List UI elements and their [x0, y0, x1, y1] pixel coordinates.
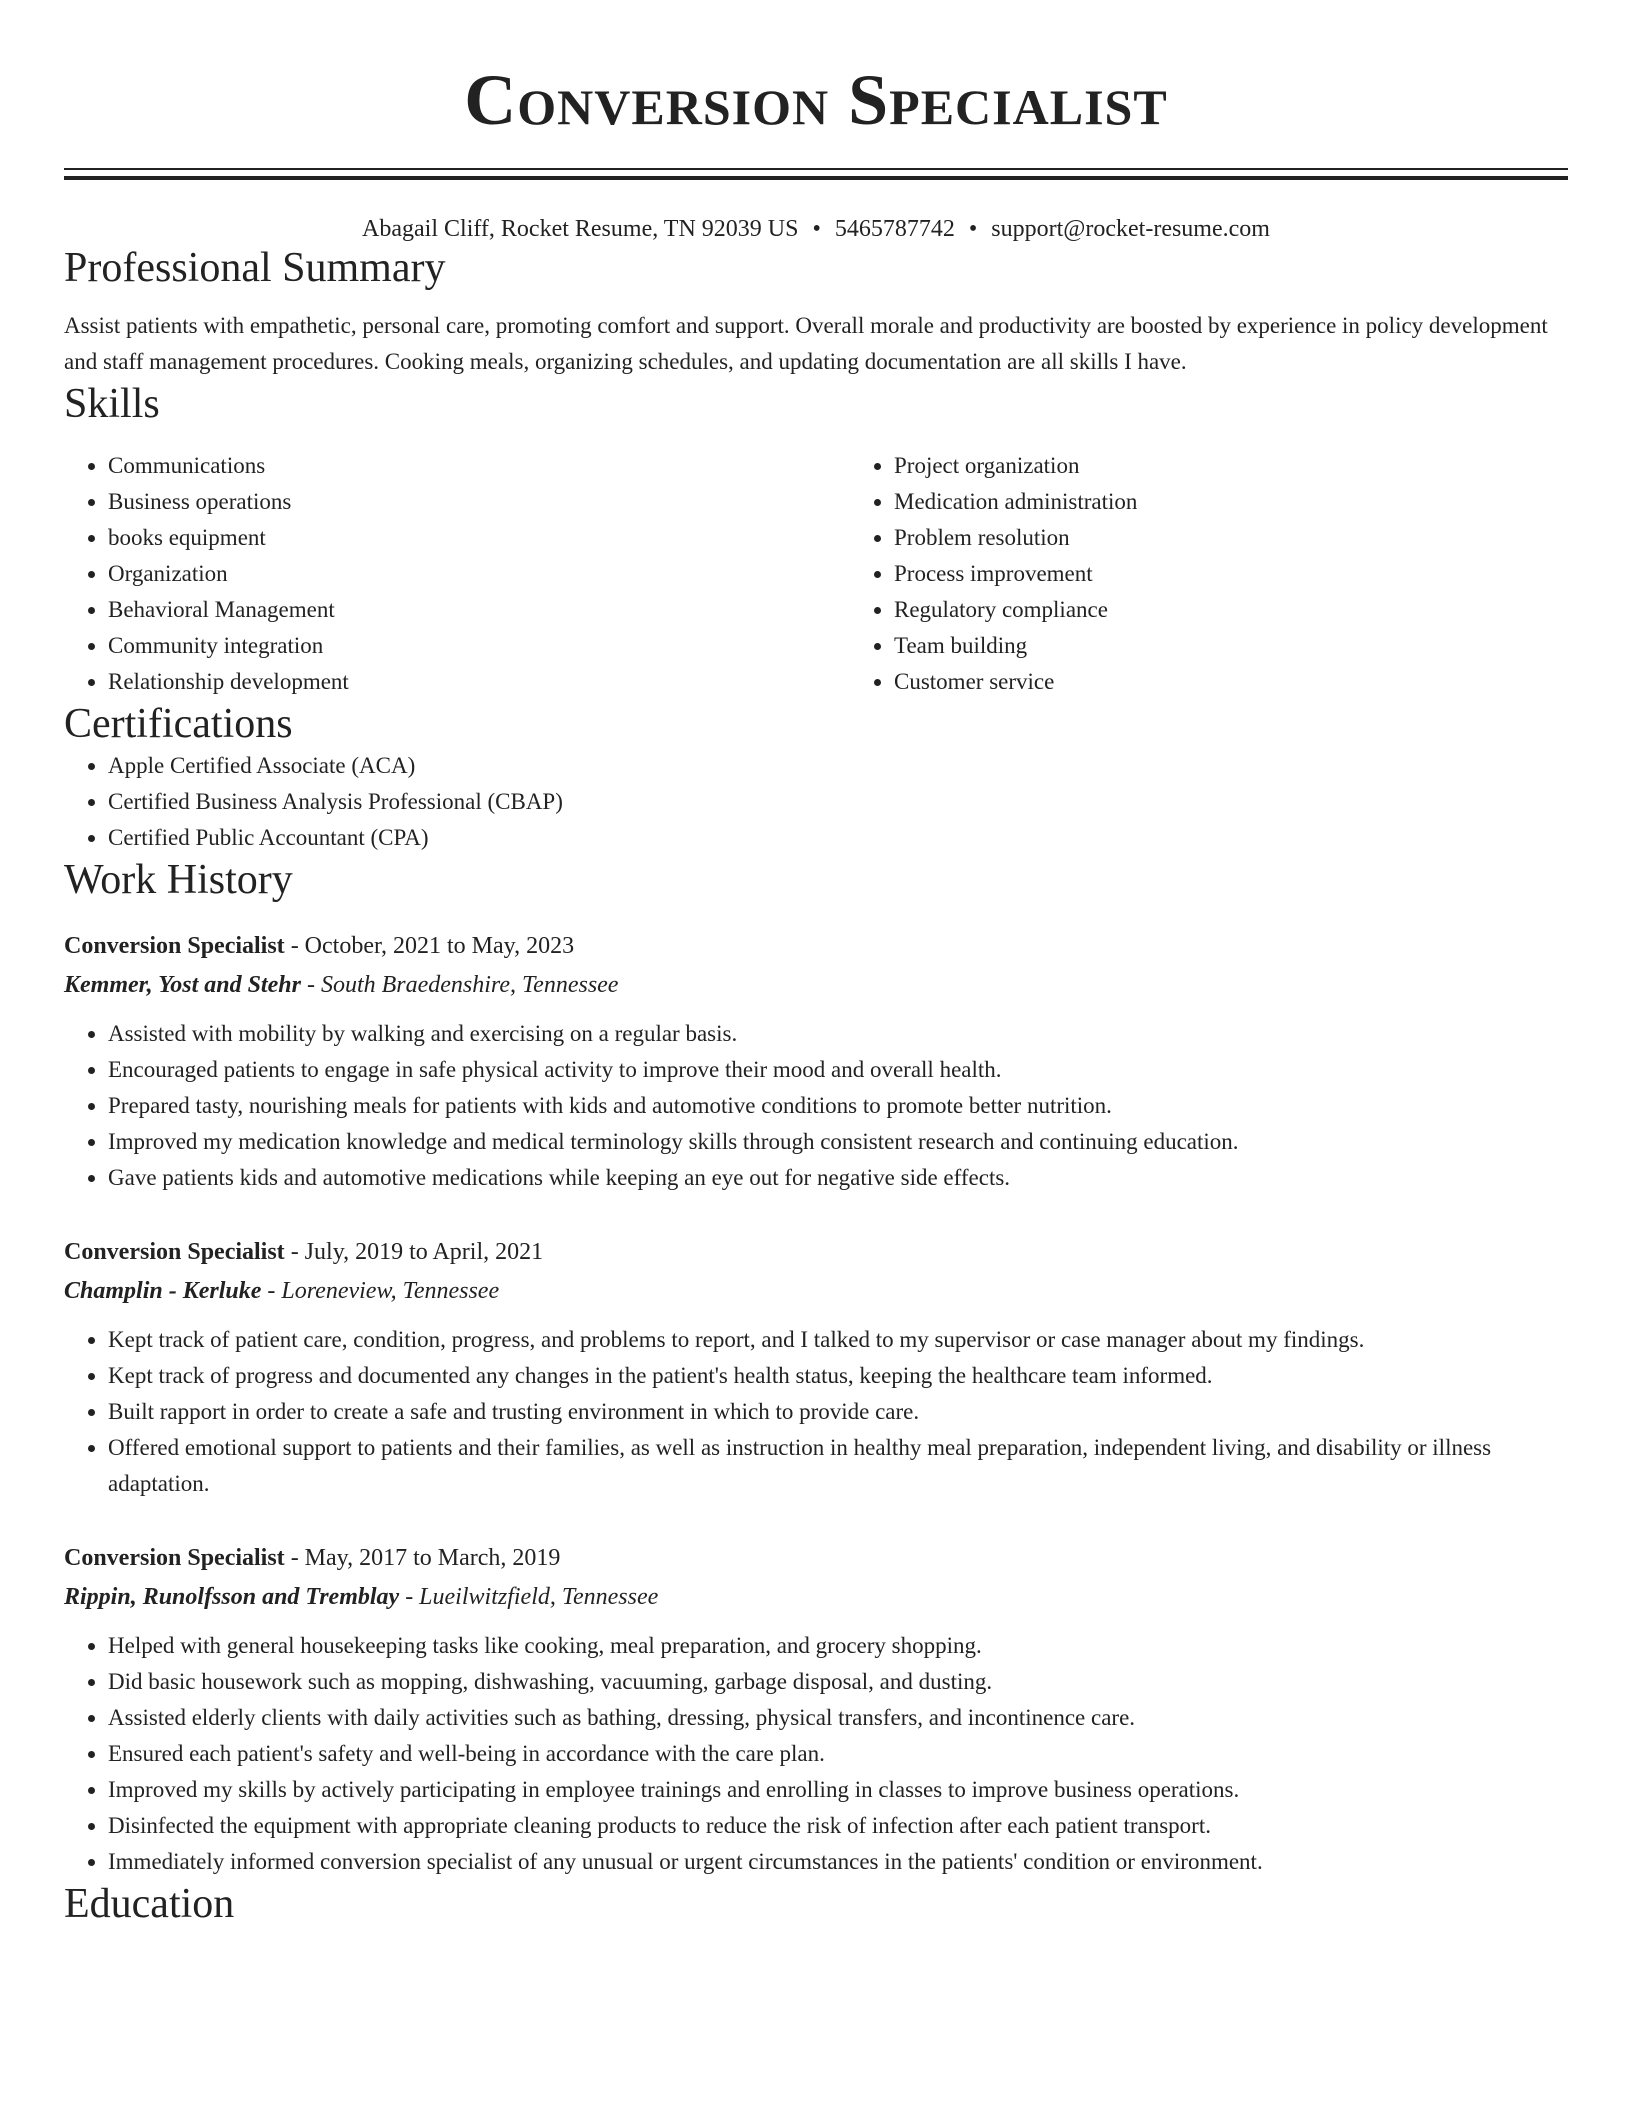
job-bullet: • Ensured each patient's safety and well-being in accordance with the care plan.: [108, 1736, 1568, 1772]
job-company: Rippin, Runolfsson and Tremblay: [64, 1584, 400, 1610]
job-title: Conversion Specialist: [64, 1545, 285, 1571]
job-company-line: [64, 1578, 1568, 1616]
job-entry: [64, 1538, 1568, 1880]
job-bullet: • Gave patients kids and automotive medications while keeping an eye out for negative side effects.: [108, 1160, 1568, 1196]
skill-item: • Team building: [894, 628, 1632, 664]
certification-item: • Apple Certified Associate (ACA): [108, 748, 1568, 784]
job-bullet: • Assisted elderly clients with daily activities such as bathing, dressing, physical transfers, and incontinence care.: [108, 1700, 1568, 1736]
work-history-heading: Work History: [64, 857, 293, 903]
job-bullet: • Offered emotional support to patients and their families, as well as instruction in healthy meal preparation, independent living, and disability or illness adaptation.: [108, 1430, 1568, 1502]
job-location: - South Braedenshire, Tennessee: [300, 972, 619, 998]
job-bullets: [64, 1628, 1568, 1880]
skill-item: • Community integration: [108, 628, 850, 664]
job-bullet: • Did basic housework such as mopping, dishwashing, vacuuming, garbage disposal, and dusting.: [108, 1664, 1568, 1700]
skills-list-right: [850, 448, 1632, 700]
skills-heading: Skills: [64, 381, 160, 427]
skill-item: • Problem resolution: [894, 520, 1632, 556]
skills-list-left: [64, 448, 850, 700]
job-bullet: • Improved my skills by actively participating in employee trainings and enrolling in classes to improve business operations.: [108, 1772, 1568, 1808]
job-bullets: [64, 1322, 1568, 1502]
certification-item: • Certified Business Analysis Professional (CBAP): [108, 784, 1568, 820]
title-divider-thick: [64, 176, 1568, 180]
skill-item: • books equipment: [108, 520, 850, 556]
job-bullet: • Assisted with mobility by walking and exercising on a regular basis.: [108, 1016, 1568, 1052]
certifications-list: [64, 748, 1568, 856]
skill-item: • Regulatory compliance: [894, 592, 1632, 628]
certifications-heading: Certifications: [64, 701, 293, 747]
summary-heading: Professional Summary: [64, 245, 446, 291]
job-dates: - October, 2021 to May, 2023: [284, 933, 575, 959]
skill-item: • Business operations: [108, 484, 850, 520]
job-bullet: • Immediately informed conversion specialist of any unusual or urgent circumstances in the patients' condition or environment.: [108, 1844, 1568, 1880]
job-bullet: • Encouraged patients to engage in safe physical activity to improve their mood and overall health.: [108, 1052, 1568, 1088]
job-bullet: • Helped with general housekeeping tasks like cooking, meal preparation, and grocery shopping.: [108, 1628, 1568, 1664]
job-bullet: • Improved my medication knowledge and medical terminology skills through consistent research and continuing education.: [108, 1124, 1568, 1160]
job-dates: - July, 2019 to April, 2021: [284, 1239, 544, 1265]
contact-separator: •: [812, 216, 821, 242]
contact-address: Abagail Cliff, Rocket Resume, TN 92039 US: [362, 216, 799, 242]
job-bullets: [64, 1016, 1568, 1196]
resume-page: [64, 0, 1568, 1928]
skill-item: • Customer service: [894, 664, 1632, 700]
job-title-line: [64, 926, 1568, 966]
contact-separator: •: [968, 216, 978, 242]
skill-item: • Process improvement: [894, 556, 1632, 592]
skill-item: • Behavioral Management: [108, 592, 850, 628]
job-bullet: • Prepared tasty, nourishing meals for patients with kids and automotive conditions to promote better nutrition.: [108, 1088, 1568, 1124]
job-entry: [64, 1232, 1568, 1502]
contact-email: support@rocket-resume.com: [991, 216, 1270, 242]
job-title: Conversion Specialist: [64, 1239, 285, 1265]
job-bullet: • Disinfected the equipment with appropriate cleaning products to reduce the risk of infection after each patient transport.: [108, 1808, 1568, 1844]
skill-item: • Relationship development: [108, 664, 850, 700]
job-location: - Loreneview, Tennessee: [261, 1278, 500, 1304]
job-title-line: [64, 1232, 1568, 1272]
summary-text: Assist patients with empathetic, personal care, promoting comfort and support. Overall morale and productivity are boosted by experience in policy development and staff management procedures. Cooking meals, organizing schedules, and updating documentation are all skills I have.: [64, 313, 1548, 374]
skill-item: • Project organization: [894, 448, 1632, 484]
contact-line: [64, 214, 1568, 244]
job-company: Kemmer, Yost and Stehr: [64, 972, 301, 998]
job-bullet: • Kept track of progress and documented any changes in the patient's health status, keeping the healthcare team informed.: [108, 1358, 1568, 1394]
certification-item: • Certified Public Accountant (CPA): [108, 820, 1568, 856]
job-title-line: [64, 1538, 1568, 1578]
job-entry: [64, 926, 1568, 1196]
title-divider-thin: [64, 168, 1568, 170]
job-bullet: • Kept track of patient care, condition, progress, and problems to report, and I talked to my supervisor or case manager about my findings.: [108, 1322, 1568, 1358]
job-company-line: [64, 966, 1568, 1004]
job-title: Conversion Specialist: [64, 933, 285, 959]
job-location: - Lueilwitzfield, Tennessee: [399, 1584, 659, 1610]
job-dates: - May, 2017 to March, 2019: [284, 1545, 561, 1571]
skill-item: • Organization: [108, 556, 850, 592]
education-heading: Education: [64, 1881, 235, 1927]
job-company-line: [64, 1272, 1568, 1310]
job-bullet: • Built rapport in order to create a safe and trusting environment in which to provide care.: [108, 1394, 1568, 1430]
job-company: Champlin - Kerluke: [64, 1278, 262, 1304]
resume-title: Conversion Specialist: [464, 60, 1168, 140]
contact-phone: 5465787742: [834, 216, 955, 242]
skills-columns: [64, 448, 1568, 700]
skill-item: • Communications: [108, 448, 850, 484]
skill-item: • Medication administration: [894, 484, 1632, 520]
